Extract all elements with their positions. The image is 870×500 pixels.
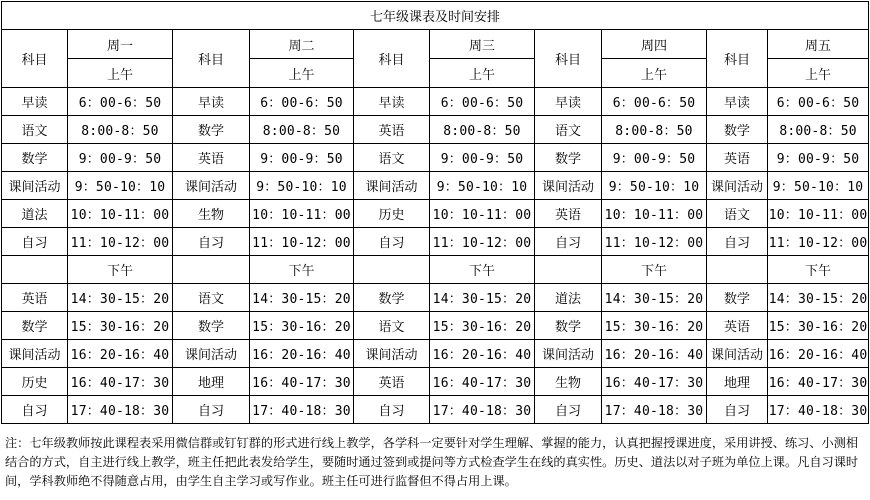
subject-cell: 地理 (707, 368, 768, 396)
schedule-sheet (1, 1, 868, 488)
subject-cell: 课间活动 (535, 172, 602, 200)
blank-cell (2, 256, 68, 284)
afternoon-label: 下午 (768, 256, 869, 284)
time-cell: 16：40-17：30 (768, 368, 869, 396)
subject-cell: 英语 (707, 312, 768, 340)
time-cell: 9：50-10：10 (430, 172, 535, 200)
schedule-row (2, 228, 869, 256)
schedule-row (2, 88, 869, 116)
subject-header: 科目 (354, 30, 430, 88)
schedule-row (2, 312, 869, 340)
subject-cell: 早读 (2, 88, 68, 116)
time-cell: 16：40-17：30 (430, 368, 535, 396)
day-header: 周五 (768, 30, 869, 59)
time-cell: 11：10-12：00 (430, 228, 535, 256)
schedule-body (2, 2, 869, 424)
blank-cell (354, 256, 430, 284)
subject-header: 科目 (173, 30, 250, 88)
subject-cell: 课间活动 (535, 340, 602, 368)
time-cell: 9：50-10：10 (250, 172, 354, 200)
subject-cell: 生物 (173, 200, 250, 228)
time-cell: 10：10-11：00 (602, 200, 707, 228)
time-cell: 17：40-18：30 (250, 396, 354, 424)
day-header: 周三 (430, 30, 535, 59)
subject-cell: 自习 (535, 228, 602, 256)
subject-cell: 英语 (354, 368, 430, 396)
time-cell: 16：20-16：40 (430, 340, 535, 368)
subject-cell: 课间活动 (2, 340, 68, 368)
time-cell: 14：30-15：20 (250, 284, 354, 312)
schedule-row (2, 172, 869, 200)
time-cell: 11：10-12：00 (68, 228, 173, 256)
subject-header: 科目 (535, 30, 602, 88)
subject-cell: 数学 (2, 312, 68, 340)
subject-cell: 自习 (707, 228, 768, 256)
subject-cell: 自习 (707, 396, 768, 424)
subject-cell: 早读 (354, 88, 430, 116)
time-cell: 6：00-6：50 (768, 88, 869, 116)
time-cell: 10：10-11：00 (68, 200, 173, 228)
schedule-row (2, 144, 869, 172)
subject-cell: 历史 (354, 200, 430, 228)
schedule-row (2, 340, 869, 368)
time-cell: 10：10-11：00 (250, 200, 354, 228)
schedule-row (2, 368, 869, 396)
morning-label: 上午 (430, 59, 535, 88)
morning-label: 上午 (250, 59, 354, 88)
time-cell: 9：00-9：50 (250, 144, 354, 172)
subject-cell: 英语 (535, 200, 602, 228)
subject-cell: 课间活动 (173, 172, 250, 200)
subject-cell: 课间活动 (173, 340, 250, 368)
time-cell: 14：30-15：20 (68, 284, 173, 312)
time-cell: 15：30-16：20 (68, 312, 173, 340)
afternoon-label-row (2, 256, 869, 284)
subject-cell: 数学 (173, 312, 250, 340)
morning-label: 上午 (68, 59, 173, 88)
schedule-row (2, 396, 869, 424)
footnote: 注：七年级教师按此课程表采用微信群或钉钉群的形式进行线上教学，各学科一定要针对学生理解、掌握的能力，认真把握授课进度，采用讲授、练习、小测相结合的方式，自主进行线上教学，班主任把此表发给学生，要随时通过签到或提问等方式检查学生在线的真实性。历史、道法以对子班为单位上课。凡自习课时间，学科教师绝不得随意占用，由学生自主学习或写作业。班主任可进行监督但不得占用上课。 (5, 436, 859, 488)
subject-cell: 数学 (535, 144, 602, 172)
subject-header: 科目 (2, 30, 68, 88)
subject-cell: 道法 (535, 284, 602, 312)
subject-cell: 早读 (173, 88, 250, 116)
schedule-table (1, 1, 869, 424)
blank-cell (535, 256, 602, 284)
subject-cell: 课间活动 (354, 172, 430, 200)
time-cell: 10：10-11：00 (430, 200, 535, 228)
subject-cell: 自习 (173, 228, 250, 256)
time-cell: 14：30-15：20 (602, 284, 707, 312)
time-cell: 14：30-15：20 (768, 284, 869, 312)
blank-cell (173, 256, 250, 284)
subject-cell: 数学 (535, 312, 602, 340)
time-cell: 11：10-12：00 (250, 228, 354, 256)
subject-cell: 课间活动 (354, 340, 430, 368)
time-cell: 16：40-17：30 (250, 368, 354, 396)
subject-cell: 自习 (173, 396, 250, 424)
time-cell: 17：40-18：30 (68, 396, 173, 424)
time-cell: 17：40-18：30 (430, 396, 535, 424)
afternoon-label: 下午 (250, 256, 354, 284)
time-cell: 16：20-16：40 (602, 340, 707, 368)
time-cell: 8:00-8：50 (250, 116, 354, 144)
schedule-row (2, 116, 869, 144)
time-cell: 15：30-16：20 (430, 312, 535, 340)
subject-cell: 课间活动 (2, 172, 68, 200)
subject-cell: 生物 (535, 368, 602, 396)
time-cell: 10：10-11：00 (768, 200, 869, 228)
schedule-row (2, 284, 869, 312)
time-cell: 6：00-6：50 (430, 88, 535, 116)
time-cell: 9：00-9：50 (768, 144, 869, 172)
time-cell: 6：00-6：50 (250, 88, 354, 116)
time-cell: 9：00-9：50 (602, 144, 707, 172)
subject-cell: 自习 (535, 396, 602, 424)
subject-cell: 数学 (2, 144, 68, 172)
time-cell: 14：30-15：20 (430, 284, 535, 312)
subject-cell: 早读 (707, 88, 768, 116)
subject-cell: 英语 (707, 144, 768, 172)
time-cell: 11：10-12：00 (768, 228, 869, 256)
table-title: 七年级课表及时间安排 (2, 2, 869, 30)
time-cell: 9：00-9：50 (68, 144, 173, 172)
subject-cell: 历史 (2, 368, 68, 396)
time-cell: 16：40-17：30 (602, 368, 707, 396)
subject-cell: 自习 (2, 228, 68, 256)
subject-cell: 语文 (707, 200, 768, 228)
afternoon-label: 下午 (430, 256, 535, 284)
subject-cell: 语文 (2, 116, 68, 144)
time-cell: 16：40-17：30 (68, 368, 173, 396)
time-cell: 8:00-8：50 (68, 116, 173, 144)
day-header: 周四 (602, 30, 707, 59)
subject-cell: 自习 (2, 396, 68, 424)
day-header: 周二 (250, 30, 354, 59)
afternoon-label: 下午 (602, 256, 707, 284)
time-cell: 9：50-10：10 (602, 172, 707, 200)
subject-cell: 数学 (354, 284, 430, 312)
subject-cell: 语文 (354, 144, 430, 172)
subject-cell: 地理 (173, 368, 250, 396)
subject-header: 科目 (707, 30, 768, 88)
time-cell: 9：50-10：10 (768, 172, 869, 200)
time-cell: 9：50-10：10 (68, 172, 173, 200)
time-cell: 15：30-16：20 (250, 312, 354, 340)
subject-cell: 语文 (173, 284, 250, 312)
subject-cell: 语文 (535, 116, 602, 144)
subject-cell: 自习 (354, 396, 430, 424)
subject-cell: 语文 (354, 312, 430, 340)
time-cell: 16：20-16：40 (68, 340, 173, 368)
time-cell: 8:00-8：50 (602, 116, 707, 144)
time-cell: 16：20-16：40 (768, 340, 869, 368)
schedule-row (2, 200, 869, 228)
subject-cell: 自习 (354, 228, 430, 256)
time-cell: 15：30-16：20 (768, 312, 869, 340)
subject-cell: 数学 (173, 116, 250, 144)
time-cell: 6：00-6：50 (602, 88, 707, 116)
time-cell: 11：10-12：00 (602, 228, 707, 256)
subject-cell: 早读 (535, 88, 602, 116)
subject-cell: 道法 (2, 200, 68, 228)
day-header-row (2, 30, 869, 59)
blank-cell (707, 256, 768, 284)
time-cell: 8:00-8：50 (768, 116, 869, 144)
time-cell: 16：20-16：40 (250, 340, 354, 368)
subject-cell: 数学 (707, 116, 768, 144)
subject-cell: 课间活动 (707, 340, 768, 368)
day-header: 周一 (68, 30, 173, 59)
time-cell: 15：30-16：20 (602, 312, 707, 340)
afternoon-label: 下午 (68, 256, 173, 284)
time-cell: 17：40-18：30 (602, 396, 707, 424)
time-cell: 17：40-18：30 (768, 396, 869, 424)
morning-label: 上午 (602, 59, 707, 88)
time-cell: 6：00-6：50 (68, 88, 173, 116)
morning-label: 上午 (768, 59, 869, 88)
subject-cell: 英语 (354, 116, 430, 144)
time-cell: 8:00-8：50 (430, 116, 535, 144)
subject-cell: 课间活动 (707, 172, 768, 200)
subject-cell: 英语 (173, 144, 250, 172)
subject-cell: 英语 (2, 284, 68, 312)
subject-cell: 数学 (707, 284, 768, 312)
time-cell: 9：00-9：50 (430, 144, 535, 172)
